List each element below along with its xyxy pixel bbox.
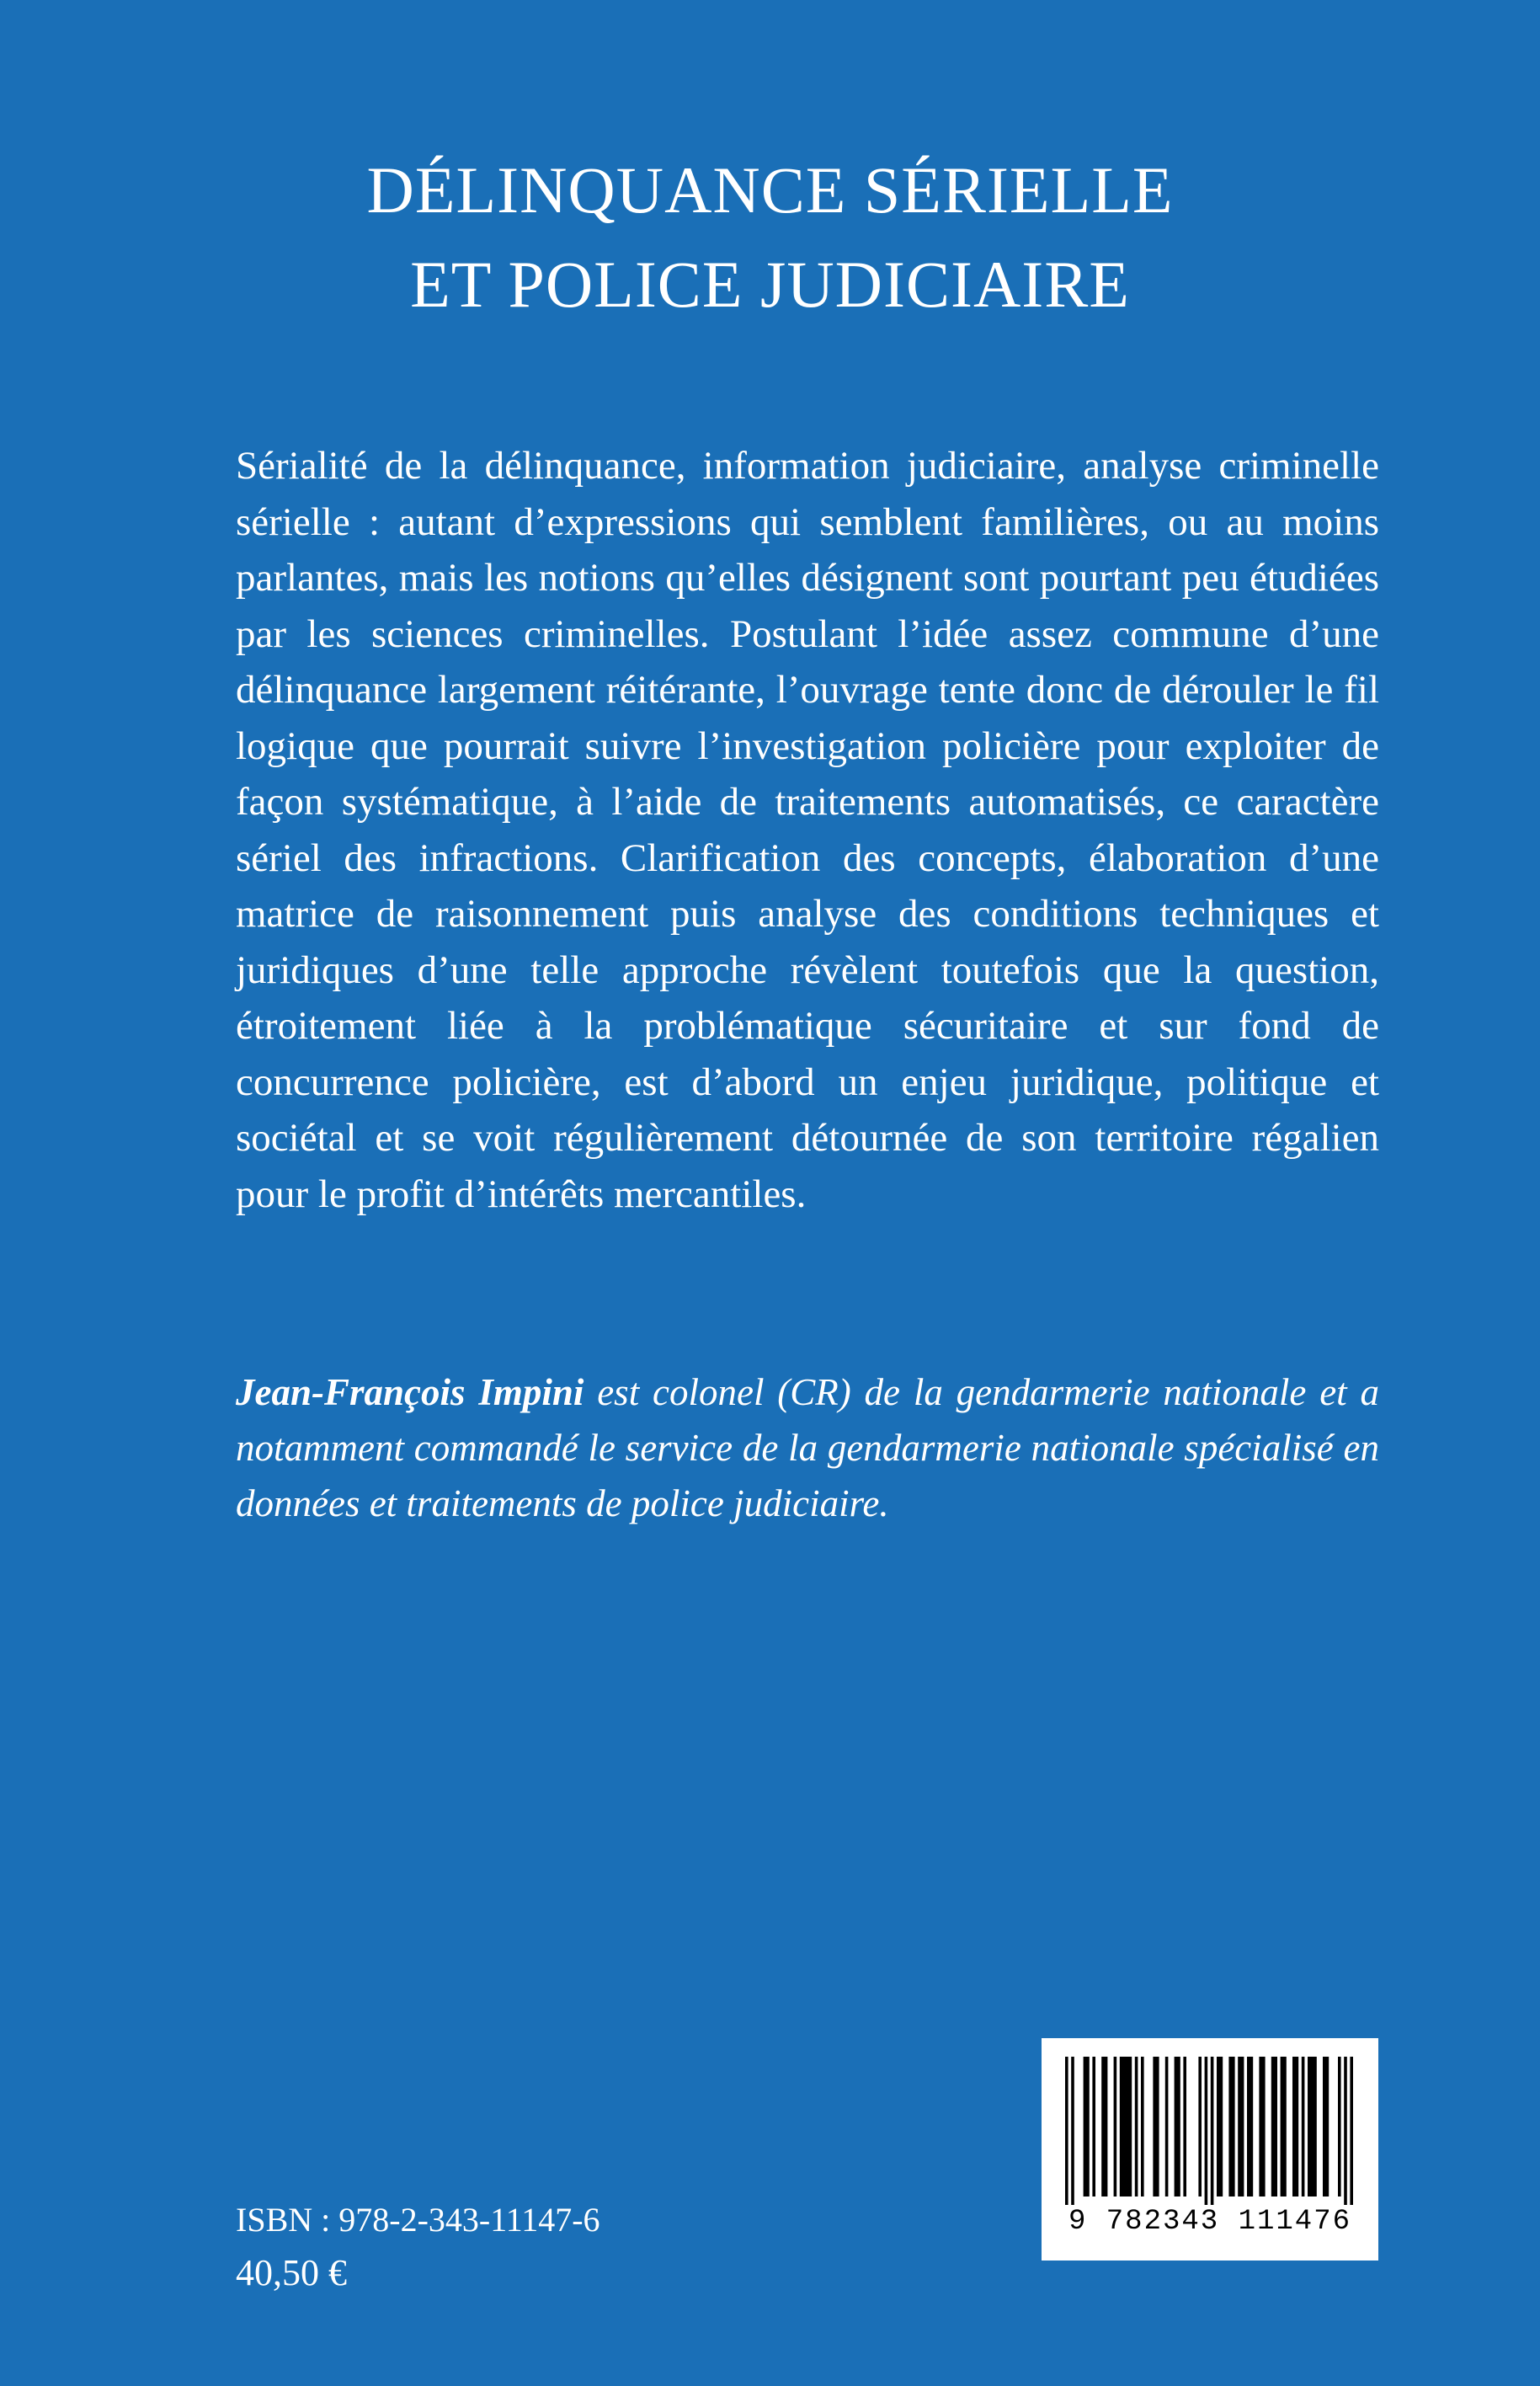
barcode-bar: [1135, 2057, 1138, 2197]
barcode-bar: [1238, 2057, 1244, 2197]
barcode-bar: [1217, 2057, 1223, 2197]
barcode-digits: 9 782343 111476: [1068, 2206, 1352, 2238]
barcode-bar: [1084, 2057, 1090, 2197]
barcode-bar: [1175, 2057, 1180, 2197]
book-summary: Sérialité de la délinquance, information judiciaire, analyse criminelle sérielle : autant d’expressions qui semblent familières, ou au moins parlantes, mais les notions qu’elles désignent sont pourtant peu étudiées par les sciences criminelles. Postulant l’idée assez commune d’une délinquance largement réitérante, l’ouvrage tente donc de dérouler le fil logique que pourrait suivre l’investigation policière pour exploiter de façon systématique, à l’aide de traitements automatisés, ce caractère sériel des infractions. Clarification des concepts, élaboration d’une matrice de raisonnement puis analyse des conditions techniques et juridiques d’une telle approche révèlent toutefois que la question, étroitement liée à la problématique sécuritaire et sur fond de concurrence policière, est d’abord un enjeu juridique, politique et sociétal et se voit régulièrement détournée de son territoire régalien pour le profit d’intérêts mercantiles.: [236, 444, 1379, 1216]
barcode-bar: [1120, 2057, 1132, 2197]
barcode-bar: [1198, 2057, 1202, 2197]
barcode-bar: [1211, 2057, 1214, 2205]
barcode: [1042, 2038, 1378, 2261]
isbn: ISBN : 978-2-343-11147-6: [236, 2201, 600, 2239]
barcode-bar: [1065, 2057, 1068, 2205]
barcode-bar: [1071, 2057, 1074, 2205]
barcode-bar: [1114, 2057, 1117, 2197]
barcode-bar: [1165, 2057, 1169, 2197]
barcode-bar: [1101, 2057, 1107, 2197]
barcode-bar: [1092, 2057, 1095, 2197]
barcode-bar: [1281, 2057, 1287, 2197]
barcode-bar: [1302, 2057, 1305, 2197]
author-bio: [236, 1364, 1379, 1531]
barcode-bar: [1271, 2057, 1277, 2197]
barcode-bar: [1344, 2057, 1347, 2205]
barcode-bar: [1153, 2057, 1159, 2197]
barcode-bar: [1183, 2057, 1186, 2197]
barcode-bar: [1247, 2057, 1253, 2197]
barcode-bar: [1292, 2057, 1298, 2197]
barcode-bar: [1308, 2057, 1317, 2197]
barcode-bar: [1205, 2057, 1208, 2205]
barcode-bar: [1338, 2057, 1341, 2197]
author-bio-text: est colonel (CR) de la gendarmerie nationale et a notamment commandé le service de la gendarmerie nationale spécialisé en données et traitements de police judiciaire.: [236, 1371, 1379, 1524]
barcode-bar: [1141, 2057, 1144, 2197]
barcode-bar: [1228, 2057, 1234, 2197]
barcode-bar: [1259, 2057, 1265, 2197]
price: 40,50 €: [236, 2252, 347, 2293]
barcode-bar: [1350, 2057, 1353, 2205]
title-line-2: ET POLICE JUDICIAIRE: [410, 248, 1130, 321]
book-title: [0, 143, 1540, 332]
title-line-1: DÉLINQUANCE SÉRIELLE: [366, 153, 1174, 227]
barcode-bar: [1323, 2057, 1329, 2197]
author-name: Jean-François Impini: [236, 1371, 584, 1413]
